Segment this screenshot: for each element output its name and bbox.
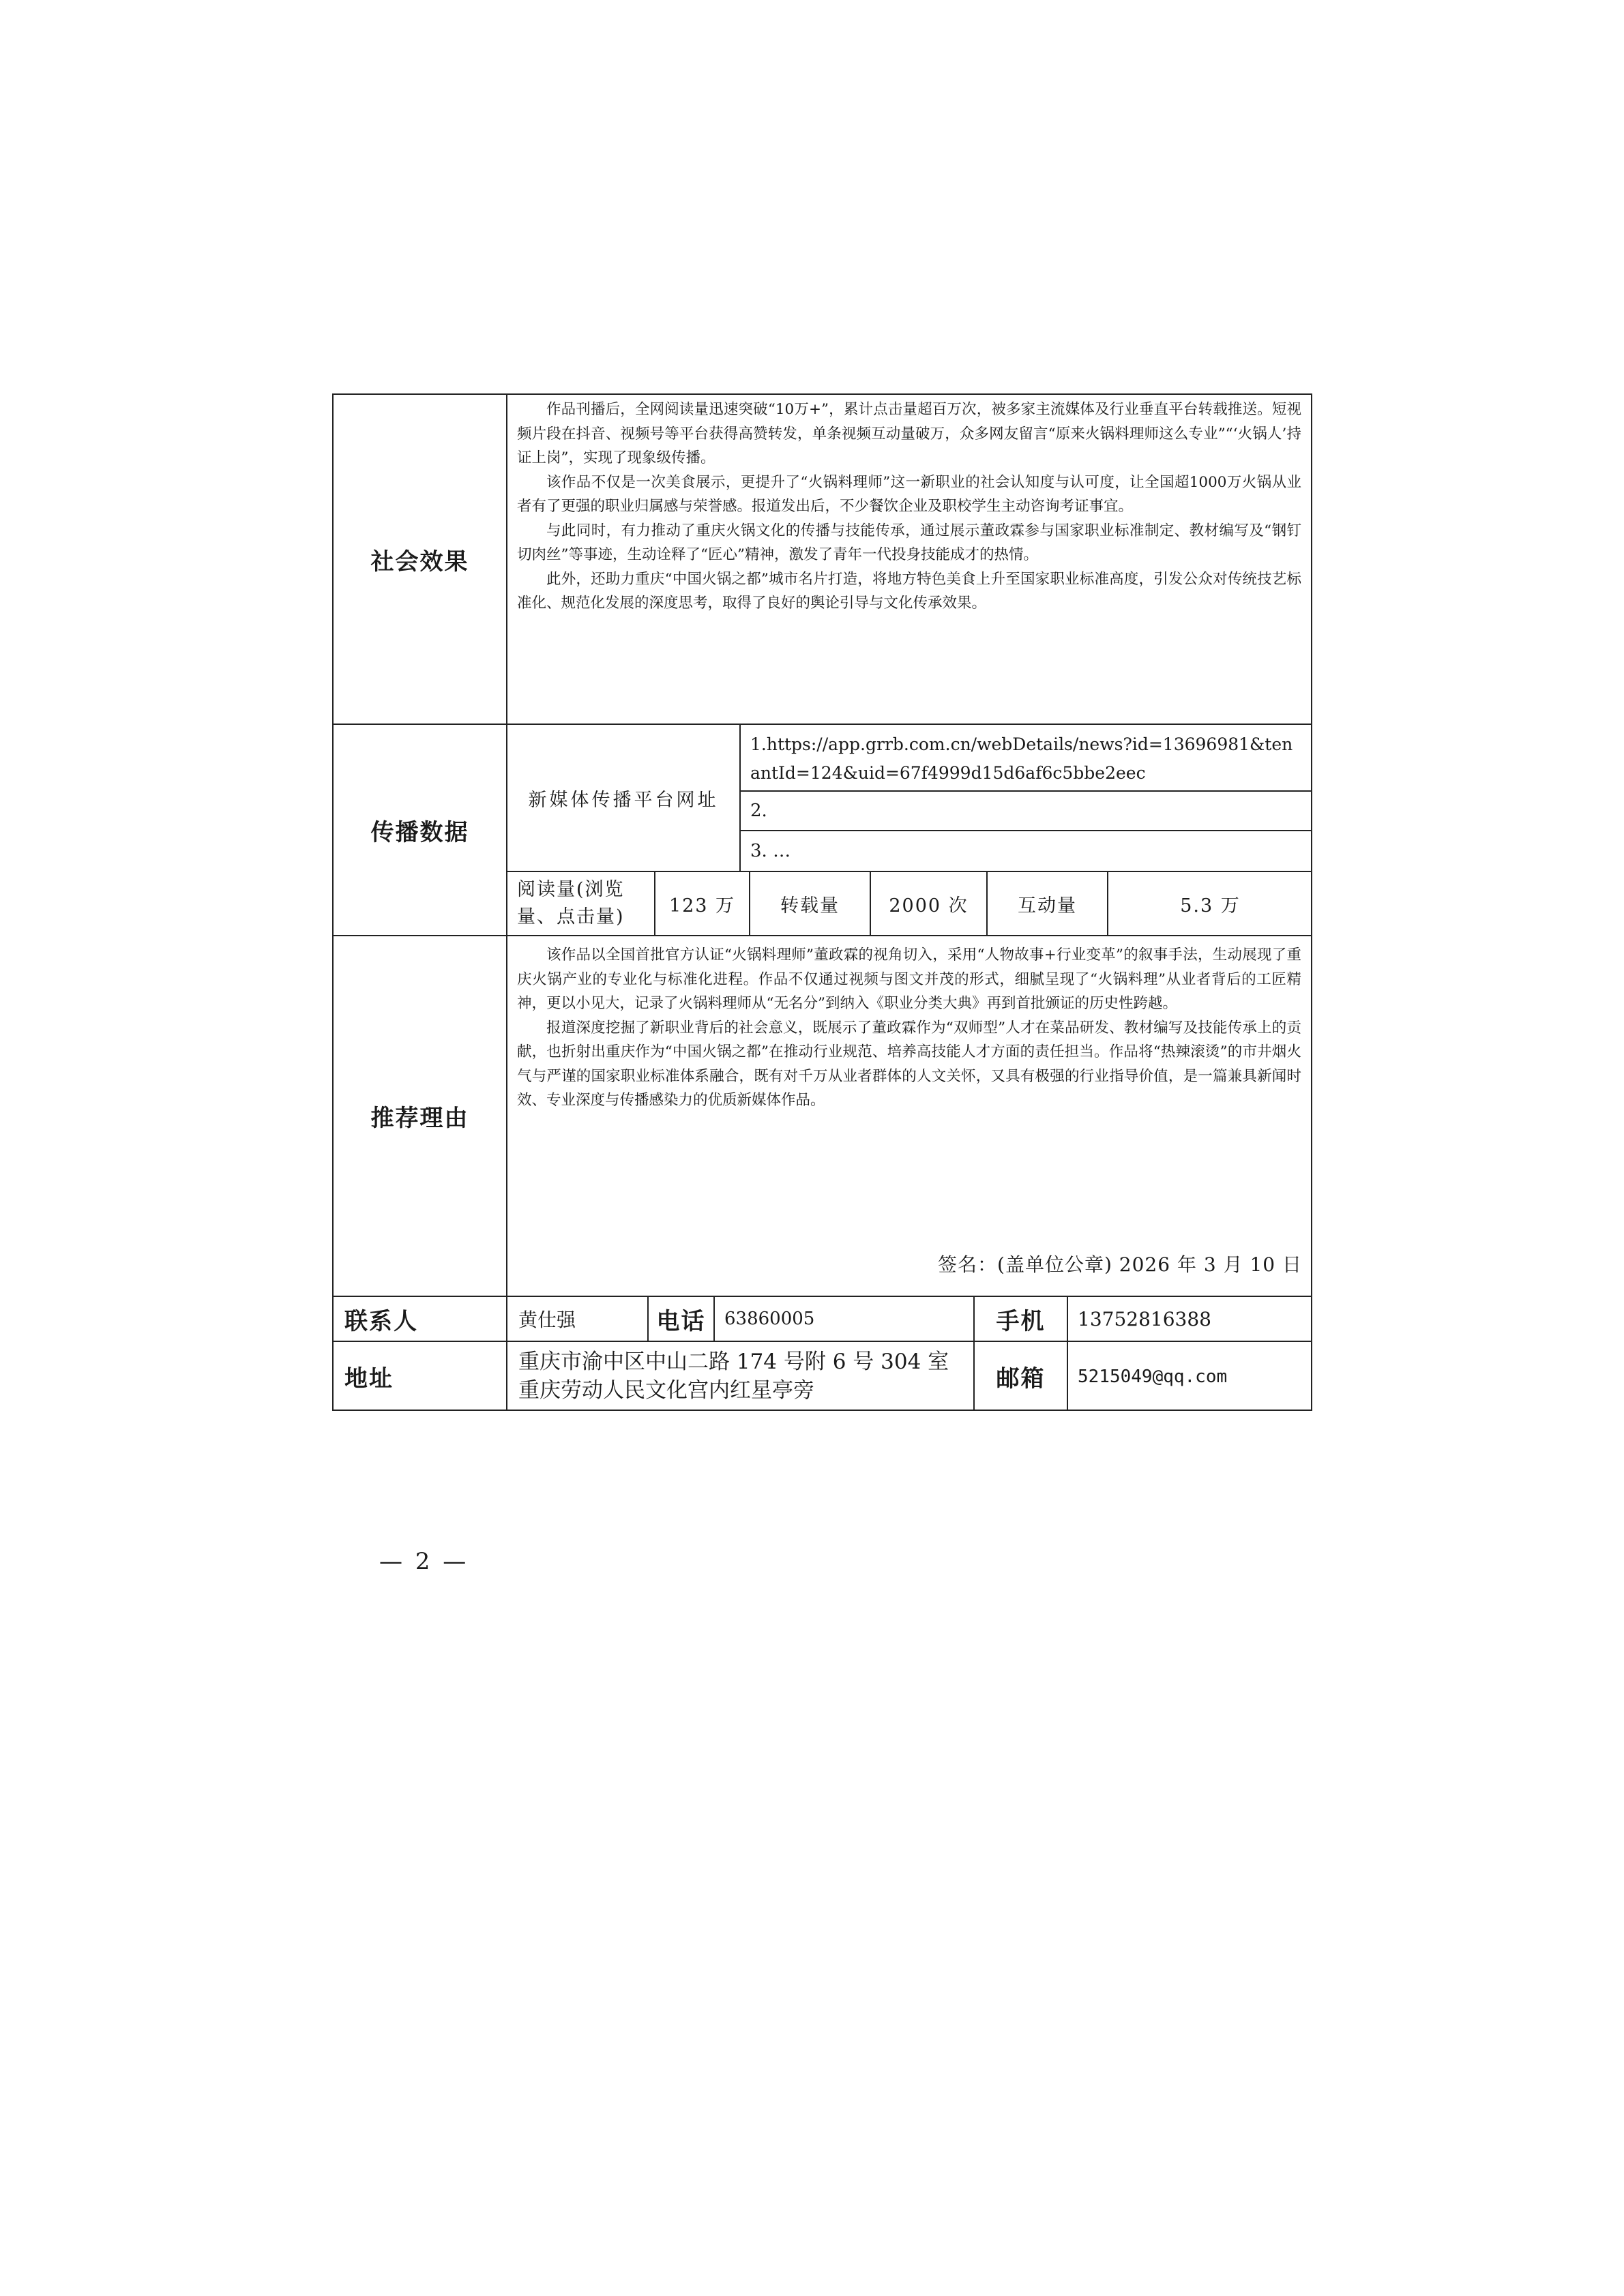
- recommendation-paragraph: 报道深度挖掘了新职业背后的社会意义，既展示了董政霖作为“双师型”人才在菜品研发、教材编写及技能传承上的贡献，也折射出重庆作为“中国火锅之都”在推动行业规范、培养高技能人才方面的责任担当。作品将“热辣滚烫”的市井烟火气与严谨的国家职业标准体系融合，既有对千万从业者群体的人文关怀，又具有极强的行业指导价值，是一篇兼具新闻时效、专业深度与传播感染力的优质新媒体作品。: [517, 1019, 1301, 1109]
- reposts-value: 2000 次: [889, 895, 969, 916]
- reads-value: 123 万: [668, 895, 736, 916]
- address-label: 地址: [344, 1365, 394, 1392]
- grid-line: [334, 1296, 1311, 1297]
- page-number: — 2 —: [379, 1548, 469, 1575]
- mobile-label: 手机: [996, 1307, 1046, 1335]
- signature-line: 签名：(盖单位公章) 2026 年 3 月 10 日: [938, 1253, 1302, 1276]
- grid-line: [973, 1296, 975, 1410]
- social-effect-paragraph: 此外，还助力重庆“中国火锅之都”城市名片打造，将地方特色美食上升至国家职业标准高度，引发公众对传统技艺标准化、规范化发展的深度思考，取得了良好的舆论引导与文化传承效果。: [517, 570, 1301, 612]
- grid-line: [334, 1341, 1311, 1342]
- platform-url-3: 3. …: [750, 841, 791, 861]
- grid-line: [870, 871, 871, 935]
- email-label: 邮箱: [996, 1365, 1046, 1392]
- interactions-value: 5.3 万: [1180, 895, 1241, 916]
- recommendation-label: 推荐理由: [370, 1105, 469, 1132]
- grid-line: [334, 935, 1311, 936]
- mobile-value: 13752816388: [1078, 1307, 1211, 1330]
- reposts-label: 转载量: [780, 895, 840, 916]
- grid-line: [749, 871, 750, 935]
- social-effect-content: [507, 398, 1305, 722]
- contact-person-label: 联系人: [344, 1307, 418, 1335]
- phone-label: 电话: [656, 1307, 706, 1335]
- contact-person-value: 黄仕强: [518, 1309, 576, 1331]
- grid-line: [506, 871, 1311, 872]
- reads-label: 阅读量(浏览量、点击量): [517, 879, 625, 927]
- social-effect-paragraph: 与此同时，有力推动了重庆火锅文化的传播与技能传承，通过展示董政霖参与国家职业标准制定、教材编写及“钢钉切肉丝”等事迹，生动诠释了“匠心”精神，激发了青年一代投身技能成才的热情。: [517, 522, 1301, 563]
- grid-line: [1067, 1296, 1068, 1410]
- address-value: 重庆市渝中区中山二路 174 号附 6 号 304 室重庆劳动人民文化宫内红星亭旁: [518, 1350, 949, 1403]
- recommendation-content: [507, 943, 1305, 1216]
- grid-line: [739, 830, 1311, 831]
- dissemination-label: 传播数据: [370, 818, 469, 846]
- grid-line: [739, 724, 741, 872]
- grid-line: [739, 790, 1311, 792]
- grid-line: [713, 1296, 715, 1341]
- platform-url-label: 新媒体传播平台网址: [528, 789, 719, 811]
- social-effect-label: 社会效果: [370, 548, 469, 576]
- social-effect-paragraph: 作品刊播后，全网阅读量迅速突破“10万+”，累计点击量超百万次，被多家主流媒体及行业垂直平台转载推送。短视频片段在抖音、视频号等平台获得高赞转发，单条视频互动量破万，众多网友留言“原来火锅料理师这么专业”“‘火锅人’持证上岗”，实现了现象级传播。: [517, 401, 1301, 466]
- platform-url-1[interactable]: 1.https://app.grrb.com.cn/webDetails/news?id=13696981&tenantId=124&uid=67f4999d15d6af6c5bbe2eec: [750, 734, 1293, 783]
- platform-url-2: 2.: [750, 801, 767, 821]
- grid-line: [986, 871, 988, 935]
- grid-line: [334, 724, 1311, 725]
- social-effect-paragraph: 该作品不仅是一次美食展示，更提升了“火锅料理师”这一新职业的社会认知度与认可度，让全国超1000万火锅从业者有了更强的职业归属感与荣誉感。报道发出后，不少餐饮企业及职校学生主动咨询考证事宜。: [517, 473, 1301, 515]
- grid-line: [647, 1296, 649, 1341]
- grid-line: [654, 871, 655, 935]
- email-value: 5215049@qq.com: [1078, 1366, 1228, 1387]
- submission-form-table: [332, 393, 1312, 1411]
- grid-line: [1107, 871, 1108, 935]
- recommendation-paragraph: 该作品以全国首批官方认证“火锅料理师”董政霖的视角切入，采用“人物故事+行业变革”的叙事手法，生动展现了重庆火锅产业的专业化与标准化进程。作品不仅通过视频与图文并茂的形式，细腻呈现了“火锅料理”从业者背后的工匠精神，更以小见大，记录了火锅料理师从“无名分”到纳入《职业分类大典》再到首批颁证的历史性跨越。: [517, 946, 1301, 1012]
- interactions-label: 互动量: [1018, 895, 1077, 916]
- phone-value: 63860005: [724, 1309, 815, 1329]
- grid-line: [506, 395, 507, 1410]
